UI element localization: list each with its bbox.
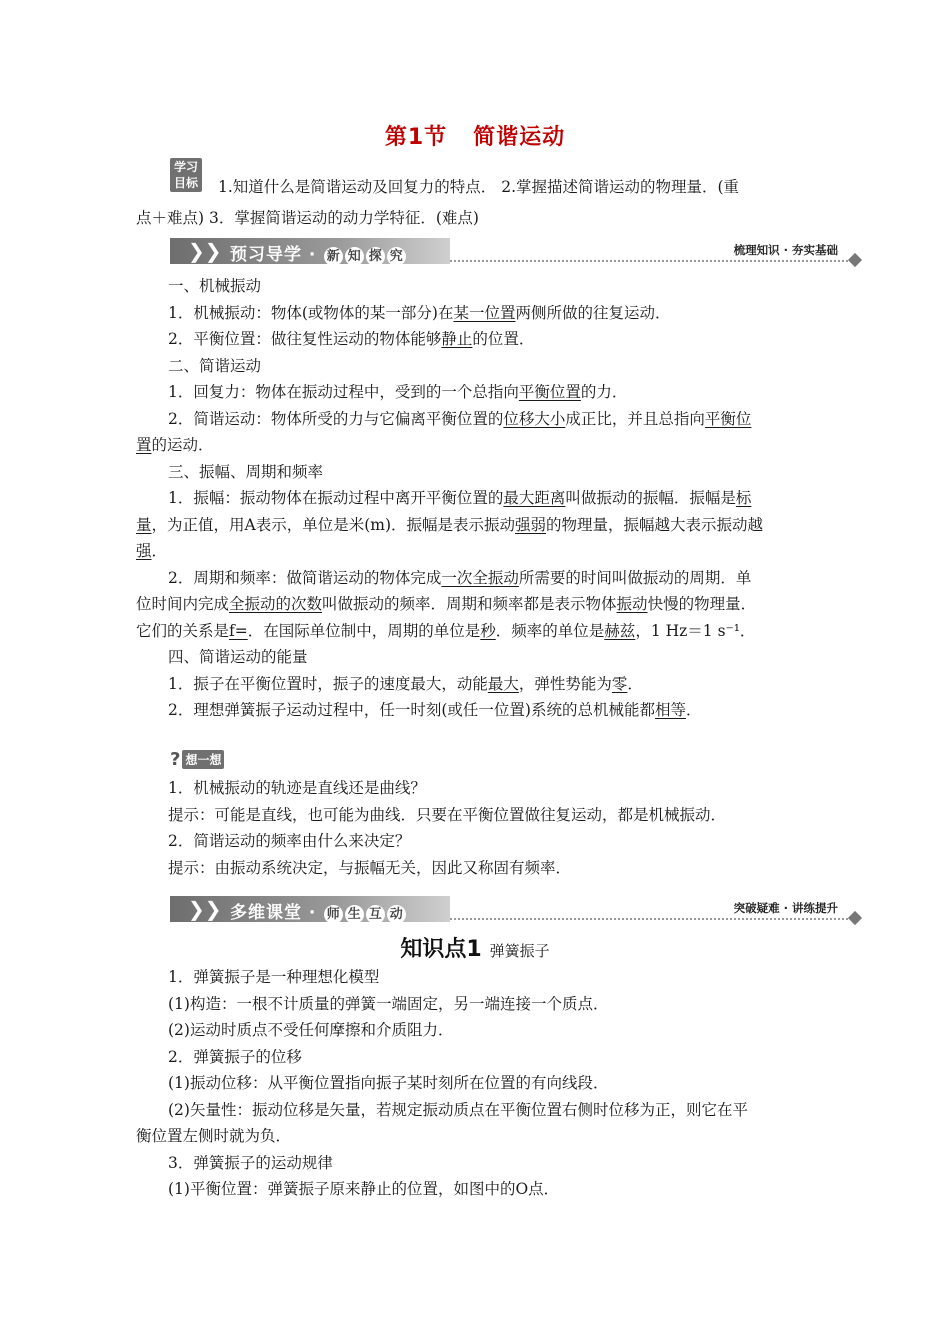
badge-line-2: 目标 [173, 176, 198, 190]
banner-subtitle: 梳理知识 · 夯实基础 [730, 242, 842, 258]
para-period-frequency-end: 它们的关系是f=．在国际单位制中，周期的单位是秒．频率的单位是赫兹，1 Hz＝1 s⁻¹． [136, 621, 756, 640]
heading-energy: 四、简谐运动的能量 [168, 648, 308, 666]
kp-line-6b: 衡位置左侧时就为负． [136, 1127, 292, 1145]
kp-line-1: 1．弹簧振子是一种理想化模型 [168, 968, 380, 986]
kp-line-6a: (2)矢量性：振动位移是矢量，若规定振动质点在平衡位置右侧时位移为正，则它在平 [168, 1100, 748, 1119]
para-shm-definition: 2．简谐运动：物体所受的力与它偏离平衡位置的位移大小成正比，并且总指向平衡位 [168, 409, 752, 428]
para-amplitude-end: 强． [136, 542, 168, 560]
question-mark-icon: ? [170, 749, 181, 770]
banner-title: 预习导学 · 新 知 探 究 [230, 240, 407, 266]
para-period-frequency: 2．周期和频率：做简谐运动的物体完成一次全振动所需要的时间叫做振动的周期．单 [168, 568, 752, 587]
think-answer-2: 提示：由振动系统决定，与振幅无关，因此又称固有频率． [168, 858, 572, 877]
think-answer-1: 提示：可能是直线，也可能为曲线．只要在平衡位置做往复运动，都是机械振动． [168, 805, 727, 824]
diamond-icon [848, 911, 862, 925]
section-banner-classroom [170, 896, 860, 924]
banner-title: 多维课堂 · 师 生 互 动 [230, 898, 407, 924]
para-period-frequency-cont: 位时间内完成全振动的次数叫做振动的频率．周期和频率都是表示物体振动快慢的物理量． [136, 595, 757, 613]
chevron-right-icon: ❯❯ [188, 897, 222, 921]
section-number: 第1节 [384, 125, 448, 150]
para-shm-definition-cont: 置的运动． [136, 436, 214, 454]
para-energy-2: 2．理想弹簧振子运动过程中，任一时刻(或任一位置)系统的总机械能都相等． [168, 701, 702, 719]
knowledge-content [136, 964, 816, 1203]
banner-subtitle: 突破疑难 · 讲练提升 [730, 900, 842, 916]
page-title [0, 120, 950, 151]
kp-line-3: (2)运动时质点不受任何摩擦和介质阻力． [168, 1021, 454, 1039]
think-label [170, 749, 224, 770]
think-question-2: 2．简谐运动的频率由什么来决定？ [168, 832, 411, 850]
goals-line-1: 1.知道什么是简谐运动及回复力的特点． 2.掌握描述简谐运动的物理量．(重 [218, 178, 740, 196]
think-badge: 想一想 [182, 750, 224, 769]
section-title: 简谐运动 [473, 125, 566, 150]
preview-content [136, 273, 816, 724]
badge-line-1: 学习 [173, 160, 198, 174]
kp-line-7: 3．弹簧振子的运动规律 [168, 1153, 333, 1172]
dotted-divider [450, 260, 848, 262]
kp-line-8: (1)平衡位置：弹簧振子原来静止的位置，如图中的O点． [168, 1180, 560, 1198]
section-banner-preview [170, 238, 860, 266]
para-energy-1: 1．振子在平衡位置时，振子的速度最大，动能最大，弹性势能为零． [168, 674, 643, 693]
goals-line-2: 点＋难点) 3．掌握简谐运动的动力学特征．(难点) [136, 209, 479, 227]
chevron-right-icon: ❯❯ [188, 239, 222, 263]
heading-simple-harmonic: 二、简谐运动 [168, 356, 262, 375]
learning-goals [136, 172, 816, 234]
think-content [136, 775, 816, 881]
knowledge-point-heading [0, 932, 950, 963]
diamond-icon [848, 253, 862, 267]
para-mechanical-vibration: 1．机械振动：物体(或物体的某一部分)在某一位置两侧所做的往复运动． [168, 303, 671, 322]
think-question-1: 1．机械振动的轨迹是直线还是曲线？ [168, 779, 426, 797]
heading-mechanical-vibration: 一、机械振动 [168, 277, 262, 295]
para-amplitude: 1．振幅：振动物体在振动过程中离开平衡位置的最大距离叫做振动的振幅．振幅是标 [168, 489, 752, 507]
knowledge-point-number: 知识点1 [400, 937, 482, 962]
para-equilibrium: 2．平衡位置：做往复性运动的物体能够静止的位置． [168, 330, 535, 348]
kp-line-4: 2．弹簧振子的位移 [168, 1047, 302, 1066]
kp-line-5: (1)振动位移：从平衡位置指向振子某时刻所在位置的有向线段． [168, 1074, 609, 1092]
knowledge-point-title: 弹簧振子 [489, 942, 550, 960]
dotted-divider [450, 918, 848, 920]
para-restoring-force: 1．回复力：物体在振动过程中，受到的一个总指向平衡位置的力． [168, 383, 628, 401]
para-amplitude-cont: 量，为正值，用A表示，单位是米(m)．振幅是表示振动强弱的物理量，振幅越大表示振动越 [136, 515, 764, 534]
kp-line-2: (1)构造：一根不计质量的弹簧一端固定，另一端连接一个质点． [168, 994, 609, 1013]
heading-amplitude-period: 三、振幅、周期和频率 [168, 462, 324, 481]
